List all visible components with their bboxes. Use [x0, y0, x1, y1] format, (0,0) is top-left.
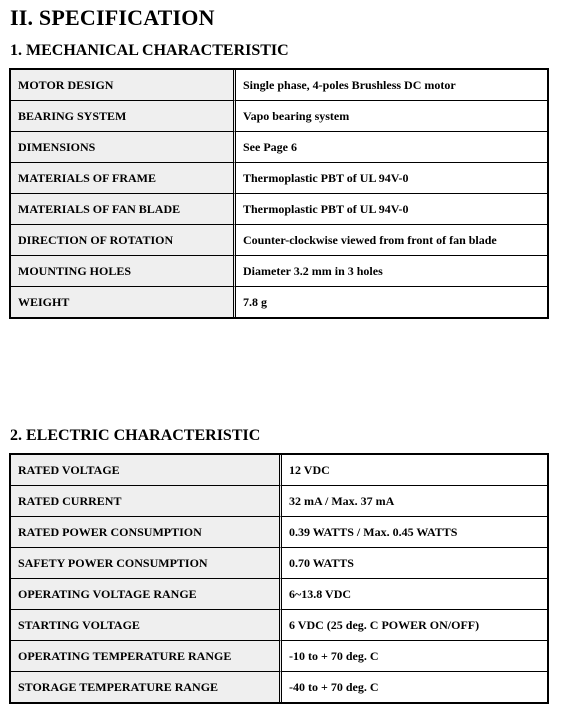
- spec-value: Thermoplastic PBT of UL 94V-0: [236, 163, 547, 194]
- electric-spec-table: [9, 453, 549, 704]
- spec-key: MOUNTING HOLES: [11, 256, 236, 287]
- page-title: II. SPECIFICATION: [10, 5, 215, 30]
- table-row: [11, 194, 547, 225]
- spec-key: MOTOR DESIGN: [11, 70, 236, 101]
- spec-key: OPERATING TEMPERATURE RANGE: [11, 641, 282, 672]
- mechanical-section-heading: 1. MECHANICAL CHARACTERISTIC: [10, 42, 289, 59]
- spec-value: -40 to + 70 deg. C: [282, 672, 547, 702]
- table-row: [11, 455, 547, 486]
- table-row: [11, 641, 547, 672]
- spec-value: 6~13.8 VDC: [282, 579, 547, 610]
- spec-key: DIRECTION OF ROTATION: [11, 225, 236, 256]
- spec-key: BEARING SYSTEM: [11, 101, 236, 132]
- electric-section-heading: 2. ELECTRIC CHARACTERISTIC: [10, 427, 261, 444]
- spec-key: DIMENSIONS: [11, 132, 236, 163]
- spec-value: 0.39 WATTS / Max. 0.45 WATTS: [282, 517, 547, 548]
- spec-value: Diameter 3.2 mm in 3 holes: [236, 256, 547, 287]
- spec-key: OPERATING VOLTAGE RANGE: [11, 579, 282, 610]
- table-row: [11, 256, 547, 287]
- spec-key: MATERIALS OF FAN BLADE: [11, 194, 236, 225]
- spec-value: See Page 6: [236, 132, 547, 163]
- table-row: [11, 163, 547, 194]
- spec-value: 7.8 g: [236, 287, 547, 317]
- table-row: [11, 672, 547, 702]
- spec-value: 0.70 WATTS: [282, 548, 547, 579]
- spec-value: Thermoplastic PBT of UL 94V-0: [236, 194, 547, 225]
- spec-value: 6 VDC (25 deg. C POWER ON/OFF): [282, 610, 547, 641]
- spec-key: MATERIALS OF FRAME: [11, 163, 236, 194]
- table-row: [11, 101, 547, 132]
- mechanical-spec-table: [9, 68, 549, 319]
- spec-value: Counter-clockwise viewed from front of fan blade: [236, 225, 547, 256]
- spec-key: STORAGE TEMPERATURE RANGE: [11, 672, 282, 702]
- spec-key: STARTING VOLTAGE: [11, 610, 282, 641]
- table-row: [11, 225, 547, 256]
- spec-value: -10 to + 70 deg. C: [282, 641, 547, 672]
- spec-key: RATED CURRENT: [11, 486, 282, 517]
- table-row: [11, 548, 547, 579]
- spec-key: SAFETY POWER CONSUMPTION: [11, 548, 282, 579]
- spec-value: 12 VDC: [282, 455, 547, 486]
- table-row: [11, 132, 547, 163]
- spec-key: WEIGHT: [11, 287, 236, 317]
- table-row: [11, 486, 547, 517]
- spec-value: 32 mA / Max. 37 mA: [282, 486, 547, 517]
- spec-value: Vapo bearing system: [236, 101, 547, 132]
- table-row: [11, 610, 547, 641]
- table-row: [11, 579, 547, 610]
- table-row: [11, 287, 547, 317]
- table-row: [11, 517, 547, 548]
- table-row: [11, 70, 547, 101]
- spec-value: Single phase, 4-poles Brushless DC motor: [236, 70, 547, 101]
- spec-key: RATED VOLTAGE: [11, 455, 282, 486]
- spec-key: RATED POWER CONSUMPTION: [11, 517, 282, 548]
